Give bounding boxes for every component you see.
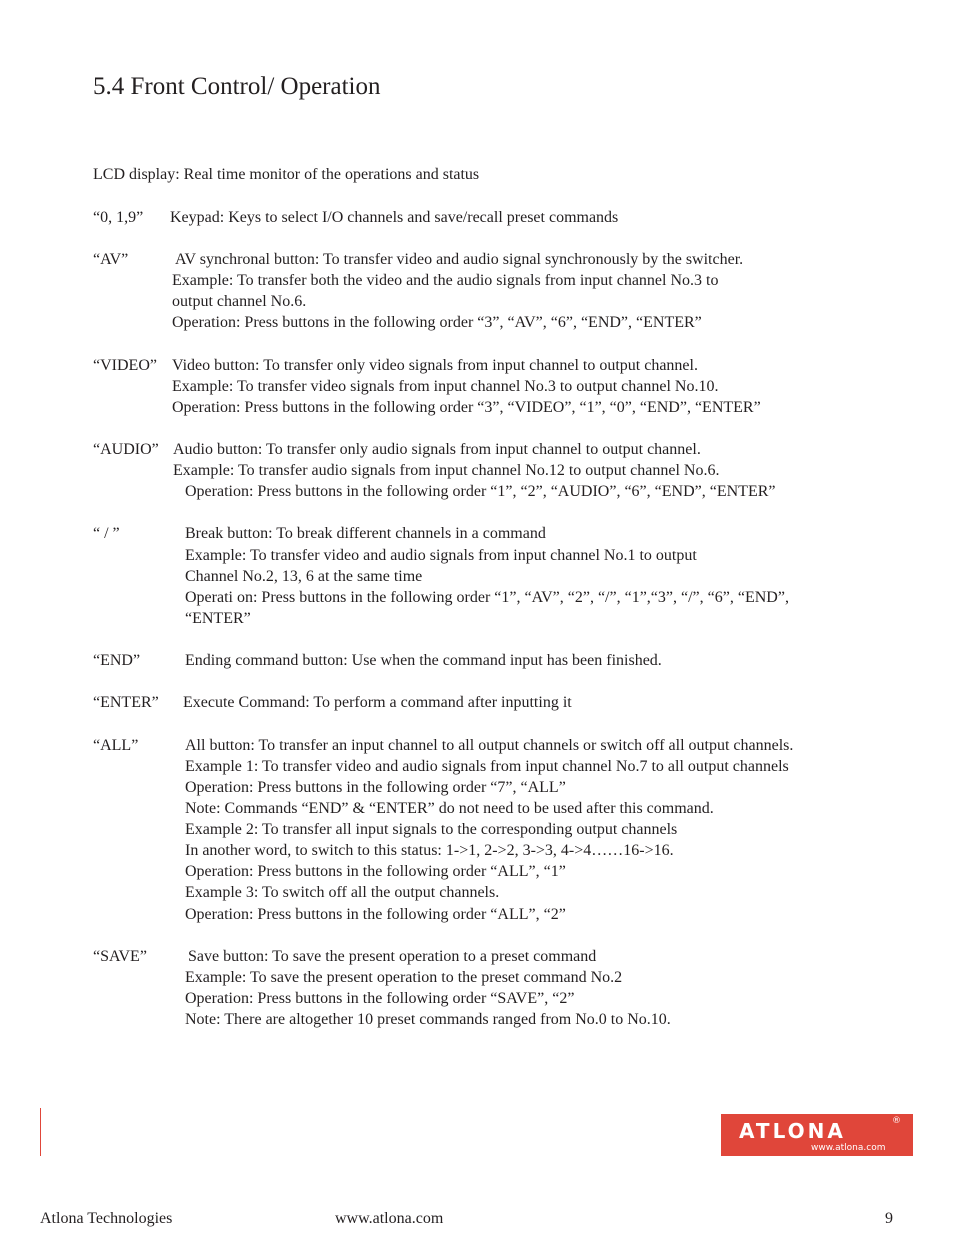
text-line: All button: To transfer an input channel to all output channels or switch off all output channels.: [185, 737, 794, 754]
text-line: Operation: Press buttons in the following order “7”, “ALL”: [185, 779, 566, 796]
text-line: Save button: To save the present operation to a preset command: [188, 948, 597, 965]
text-line: “0, 1,9”: [93, 209, 144, 226]
text-line: “AUDIO”: [93, 441, 159, 458]
text-line: Example: To save the present operation to the preset command No.2: [185, 969, 623, 986]
text-line: Ending command button: Use when the command input has been finished.: [185, 652, 662, 669]
text-line: “AV”: [93, 251, 129, 268]
text-line: Keypad: Keys to select I/O channels and save/recall preset commands: [170, 209, 619, 226]
text-line: “ENTER”: [93, 694, 159, 711]
text-line: Operation: Press buttons in the following order “ALL”, “2”: [185, 906, 566, 923]
atlona-logo: [721, 1114, 913, 1156]
text-line: “ / ”: [93, 525, 120, 542]
text-line: Example 1: To transfer video and audio signals from input channel No.7 to all output channels: [185, 758, 789, 775]
text-line: Example: To transfer video and audio signals from input channel No.1 to output: [185, 547, 697, 564]
text-line: Example: To transfer both the video and the audio signals from input channel No.3 to: [172, 272, 719, 289]
text-line: Note: Commands “END” & “ENTER” do not need to be used after this command.: [185, 800, 714, 817]
text-line: Example: To transfer audio signals from input channel No.12 to output channel No.6.: [173, 462, 720, 479]
text-line: Channel No.2, 13, 6 at the same time: [185, 568, 423, 585]
text-line: output channel No.6.: [172, 293, 307, 310]
page-title: 5.4 Front Control/ Operation: [93, 73, 381, 100]
text-line: AV synchronal button: To transfer video and audio signal synchronously by the switcher.: [175, 251, 744, 268]
footer-company: Atlona Technologies: [40, 1210, 173, 1227]
footer-website: www.atlona.com: [335, 1210, 444, 1227]
text-line: Example: To transfer video signals from input channel No.3 to output channel No.10.: [172, 378, 719, 395]
margin-rule: [40, 1108, 41, 1156]
text-line: “ENTER”: [185, 610, 251, 627]
text-line: LCD display: Real time monitor of the operations and status: [93, 166, 480, 183]
text-line: In another word, to switch to this status: 1->1, 2->2, 3->3, 4->4……16->16.: [185, 842, 674, 859]
text-line: Example 2: To transfer all input signals to the corresponding output channels: [185, 821, 678, 838]
text-line: Break button: To break different channels in a command: [185, 525, 546, 542]
logo-brand-text: ATLONA: [739, 1119, 846, 1143]
text-line: “SAVE”: [93, 948, 147, 965]
text-line: Operation: Press buttons in the following order “3”, “AV”, “6”, “END”, “ENTER”: [172, 314, 702, 331]
text-line: Audio button: To transfer only audio signals from input channel to output channel.: [173, 441, 701, 458]
text-line: Operati on: Press buttons in the following order “1”, “AV”, “2”, “/”, “1”,“3”, “/”, “6”, “END”,: [185, 589, 789, 606]
logo-registered-mark: ®: [892, 1116, 901, 1126]
text-line: “END”: [93, 652, 141, 669]
footer-page-number: 9: [885, 1210, 893, 1227]
text-line: “ALL”: [93, 737, 139, 754]
logo-url-text: www.atlona.com: [811, 1143, 886, 1153]
text-line: Operation: Press buttons in the following order “ALL”, “1”: [185, 863, 566, 880]
text-line: Execute Command: To perform a command after inputting it: [183, 694, 572, 711]
text-line: Example 3: To switch off all the output channels.: [185, 884, 500, 901]
text-line: Video button: To transfer only video signals from input channel to output channel.: [172, 357, 698, 374]
text-line: Operation: Press buttons in the following order “SAVE”, “2”: [185, 990, 575, 1007]
text-line: Operation: Press buttons in the following order “1”, “2”, “AUDIO”, “6”, “END”, “ENTER”: [185, 483, 776, 500]
text-line: “VIDEO”: [93, 357, 157, 374]
text-line: Note: There are altogether 10 preset commands ranged from No.0 to No.10.: [185, 1011, 671, 1028]
text-line: Operation: Press buttons in the following order “3”, “VIDEO”, “1”, “0”, “END”, “ENTER”: [172, 399, 761, 416]
